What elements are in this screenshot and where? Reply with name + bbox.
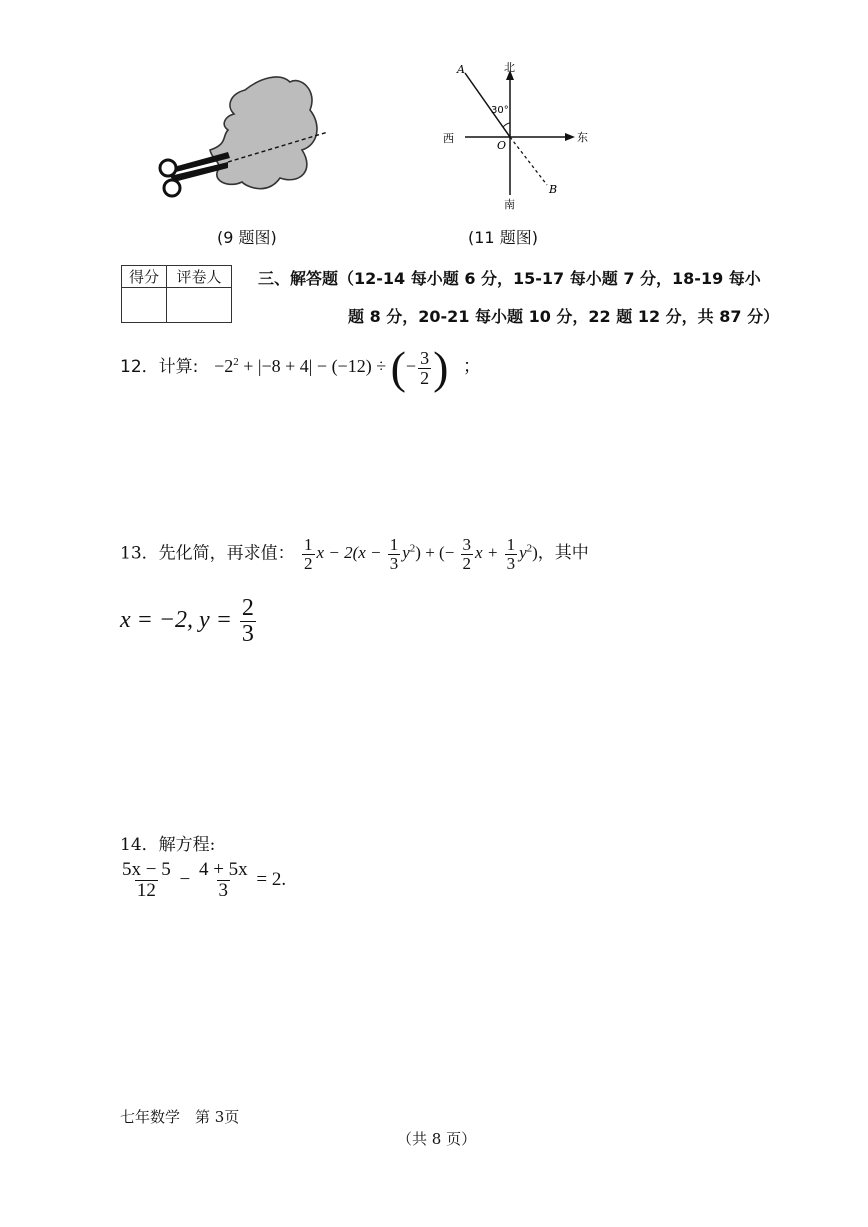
- score-table: [121, 265, 232, 323]
- label-north: 北: [504, 61, 515, 74]
- grader-header: 评卷人: [167, 266, 232, 288]
- question-13-condition: x = −2, y = $\frac{2}{3}$: [120, 595, 254, 648]
- leaf-shape: [210, 77, 317, 189]
- label-origin: O: [497, 139, 507, 152]
- question-14-label: 14．解方程:: [120, 835, 216, 855]
- question-12-end: ；: [462, 356, 481, 378]
- ray-ob: [510, 137, 547, 185]
- score-header: 得分: [122, 266, 167, 288]
- question-13-expression: $\frac{1}{2}$ x − 2(x − $\frac{1}{3}$ $y^2$) + (− $\frac{3}{2}$ x + $\frac{1}{3}$ $y^2$)，其中: [304, 535, 589, 573]
- footer-total-pages: （共 8 页）: [397, 1130, 477, 1148]
- label-south: 南: [504, 198, 515, 210]
- section-heading-line2: 题 8 分，20-21 每小题 10 分，22 题 12 分，共 87 分）: [348, 307, 780, 326]
- figure-9-caption: (9 题图): [217, 228, 277, 247]
- question-12: [120, 342, 481, 393]
- question-13-label: 13．先化简，再求值：: [120, 543, 295, 564]
- figure-11-compass: [425, 55, 600, 210]
- question-12-expression: $-2^2 + |-8 + 4| - (-12)$ ÷ (− $\frac{3}{2}$ ): [214, 342, 449, 393]
- angle-arc: [503, 123, 510, 127]
- label-point-b: B: [549, 183, 558, 196]
- question-12-label: 12．计算:: [120, 357, 199, 378]
- grader-cell: [167, 288, 232, 323]
- footer-subject-page: 七年数学 第 3页: [120, 1108, 240, 1126]
- label-east: 东: [577, 131, 588, 144]
- label-point-a: A: [457, 63, 465, 76]
- label-angle: 30°: [491, 105, 509, 116]
- figure-9-leaf-scissors: [150, 70, 340, 210]
- section-heading-line1: 三、解答题（12-14 每小题 6 分，15-17 每小题 7 分，18-19 每小: [258, 269, 761, 288]
- question-13: [120, 536, 589, 573]
- figure-11-caption: (11 题图): [468, 228, 538, 247]
- label-west: 西: [443, 132, 454, 145]
- question-14-equation: $\frac{5x - 5}{12}$ − $\frac{4 + 5x}{3}$ = 2.: [122, 859, 287, 901]
- score-cell: [122, 288, 167, 323]
- east-arrow-icon: [565, 133, 575, 141]
